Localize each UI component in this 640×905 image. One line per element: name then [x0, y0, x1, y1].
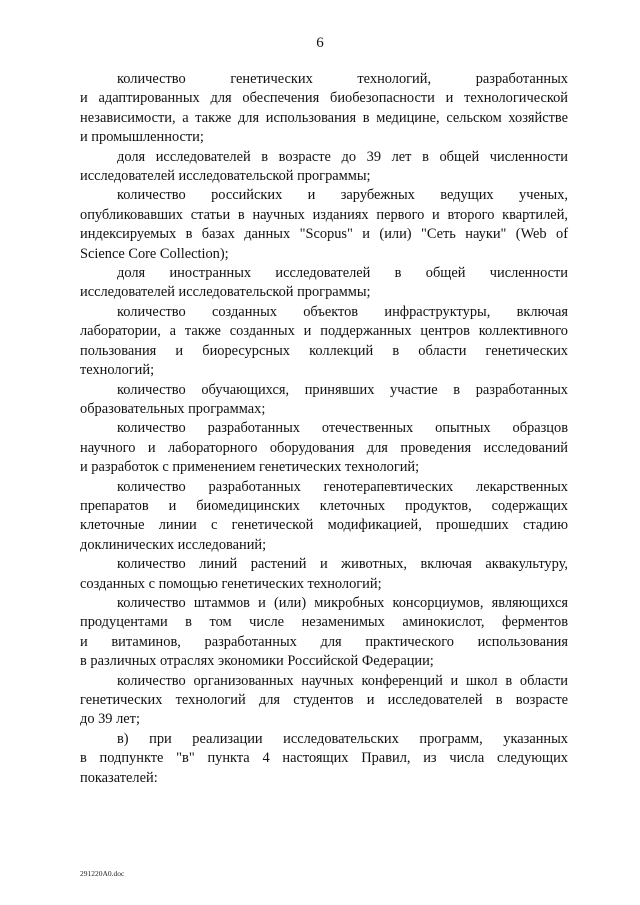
paragraph: [80, 594, 568, 672]
document-body: [80, 70, 568, 788]
paragraph-line: пользования и биоресурсных коллекций в области генетических: [80, 342, 568, 359]
paragraph-line: независимости, а также для использования в медицине, сельском хозяйстве: [80, 109, 568, 126]
paragraph: [80, 186, 568, 264]
paragraph-line: лаборатории, а также созданных и поддержанных центров коллективного: [80, 323, 568, 340]
paragraph: [80, 672, 568, 730]
paragraph: [80, 148, 568, 187]
paragraph-line: технологий;: [80, 362, 155, 379]
paragraph-line: образовательных программах;: [80, 400, 266, 417]
paragraph-line: продуцентами в том числе незаменимых аминокислот, ферментов: [80, 614, 568, 631]
paragraph-line: в) при реализации исследовательских программ, указанных: [117, 730, 568, 747]
paragraph-line: Science Core Collection);: [80, 245, 229, 262]
paragraph-line: количество созданных объектов инфраструктуры, включая: [117, 303, 568, 320]
paragraph-line: количество разработанных генотерапевтических лекарственных: [117, 478, 568, 495]
paragraph: [80, 264, 568, 303]
paragraph-line: количество линий растений и животных, включая аквакультуру,: [117, 556, 568, 573]
paragraph-line: генетических технологий для студентов и исследователей в возрасте: [80, 692, 568, 708]
paragraph-line: количество обучающихся, принявших участие в разработанных: [117, 381, 568, 398]
paragraph-line: индексируемых в базах данных "Scopus" и (или) "Сеть науки" (Web of: [80, 226, 568, 243]
paragraph-line: созданных с помощью генетических технологий;: [80, 575, 382, 592]
paragraph: [80, 419, 568, 477]
paragraph-line: количество разработанных отечественных опытных образцов: [117, 420, 568, 437]
paragraph-line: исследователей исследовательской программы;: [80, 284, 371, 301]
paragraph-line: клеточные линии с генетической модификацией, прошедших стадию: [80, 517, 568, 534]
paragraph-line: опубликовавших статьи в научных изданиях первого и второго квартилей,: [80, 206, 568, 223]
paragraph-line: в различных отраслях экономики Российской Федерации;: [80, 653, 434, 670]
paragraph-line: и адаптированных для обеспечения биобезопасности и технологической: [80, 90, 568, 107]
paragraph: [80, 478, 568, 556]
paragraph-line: препаратов и биомедицинских клеточных продуктов, содержащих: [80, 497, 568, 514]
paragraph-line: и промышленности;: [80, 129, 204, 146]
paragraph-line: количество российских и зарубежных ведущих ученых,: [117, 187, 568, 204]
paragraph-line: количество организованных научных конференций и школ в области: [117, 672, 568, 689]
paragraph-line: научного и лабораторного оборудования для проведения исследований: [80, 439, 568, 456]
paragraph-line: и витаминов, разработанных для практического использования: [80, 633, 568, 650]
page-number: 6: [316, 35, 324, 51]
paragraph: [80, 381, 568, 420]
paragraph-line: до 39 лет;: [80, 711, 140, 728]
paragraph-line: доля иностранных исследователей в общей численности: [117, 265, 568, 282]
paragraph-line: и разработок с применением генетических технологий;: [80, 459, 420, 476]
paragraph-line: исследователей исследовательской программы;: [80, 168, 371, 185]
paragraph: [80, 303, 568, 381]
paragraph-line: доля исследователей в возрасте до 39 лет в общей численности: [117, 148, 568, 165]
paragraph: [80, 730, 568, 788]
paragraph-line: доклинических исследований;: [80, 536, 267, 553]
paragraph-line: количество генетических технологий, разработанных: [117, 71, 568, 87]
paragraph: [80, 555, 568, 594]
paragraph-line: количество штаммов и (или) микробных консорциумов, являющихся: [117, 594, 568, 611]
paragraph-line: в подпункте "в" пункта 4 настоящих Правил, из числа следующих: [80, 750, 568, 767]
footer-document-code: 291220А0.doc: [80, 869, 125, 878]
paragraph-line: показателей:: [80, 769, 158, 786]
paragraph: [80, 70, 568, 148]
